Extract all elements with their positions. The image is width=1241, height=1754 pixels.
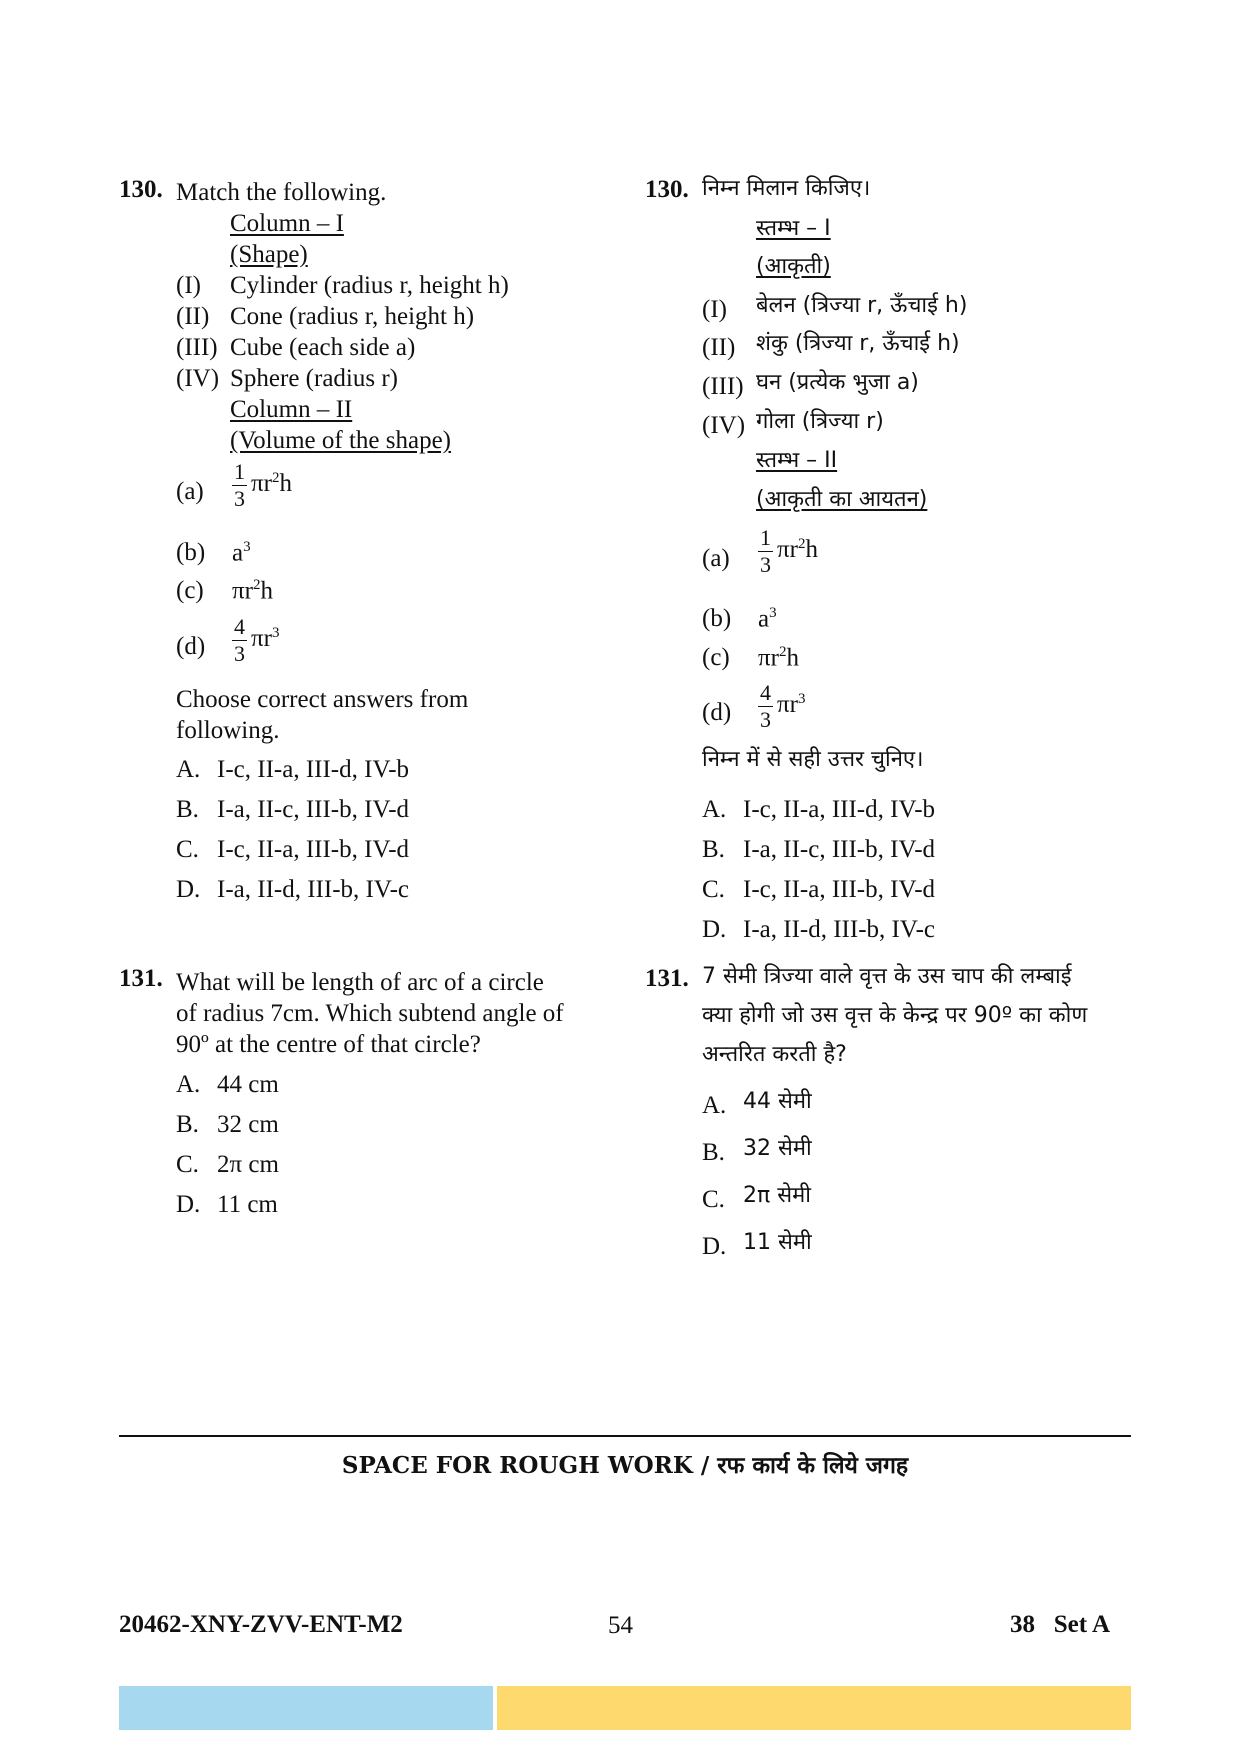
column-2-title: स्तम्भ – II (756, 448, 838, 473)
option-text: 44 cm (217, 1071, 279, 1098)
formula-label: (a) (176, 478, 204, 505)
option-letter: D. (176, 876, 201, 903)
item-roman: (IV) (702, 412, 746, 439)
option-letter: D. (176, 1191, 201, 1218)
question-number: 131. (645, 965, 689, 992)
option-text: I-c, II-a, III-b, IV-d (217, 836, 410, 863)
question-text: क्या होगी जो उस वृत्त के केन्द्र पर 90º का कोण (702, 1003, 1088, 1028)
option-letter: D. (702, 916, 727, 943)
option-text: I-a, II-d, III-b, IV-c (217, 876, 410, 903)
formula-label: (d) (176, 633, 206, 660)
formula-label: (d) (702, 699, 732, 726)
option-text: I-c, II-a, III-d, IV-b (217, 756, 410, 783)
choose-instruction: Choose correct answers from (176, 686, 469, 713)
question-number: 130. (645, 176, 689, 203)
option-text: 2π cm (217, 1151, 279, 1178)
column-2-subtitle: (Volume of the shape) (230, 427, 452, 454)
formula-a: $\frac{1}{3}$ $\pi r^2h$ (234, 459, 292, 511)
option-text: 44 सेमी (743, 1089, 812, 1114)
formula-label: (a) (702, 545, 730, 572)
item-text: Cylinder (radius r, height h) (230, 272, 509, 299)
option-text: I-a, II-c, III-b, IV-d (217, 796, 410, 823)
paper-code: 20462-XNY-ZVV-ENT-M2 (119, 1611, 403, 1638)
item-roman: (II) (176, 303, 210, 330)
item-text: Cube (each side a) (230, 334, 416, 361)
formula-c: $\pi r^2h$ (758, 644, 799, 672)
question-number: 130. (119, 176, 163, 203)
option-letter: A. (176, 756, 201, 783)
option-letter: B. (176, 1111, 199, 1138)
option-text: I-c, II-a, III-d, IV-b (743, 796, 936, 823)
choose-instruction: निम्न में से सही उत्तर चुनिए। (702, 747, 924, 772)
question-text: 90º at the centre of that circle? (176, 1031, 481, 1058)
formula-b: $a^3$ (232, 539, 251, 567)
formula-a: $\frac{1}{3}$ $\pi r^2h$ (760, 525, 818, 577)
formula-c: $\pi r^2h$ (232, 577, 273, 605)
question-text: अन्तरित करती है? (702, 1042, 847, 1067)
footer-bar-right (497, 1686, 1131, 1730)
question-number: 131. (119, 965, 163, 992)
page-number: 54 (608, 1612, 633, 1639)
option-letter: C. (176, 1151, 199, 1178)
option-letter: A. (702, 796, 727, 823)
option-letter: C. (176, 836, 199, 863)
item-roman: (I) (176, 272, 201, 299)
item-roman: (II) (702, 334, 736, 361)
formula-b: $a^3$ (758, 605, 777, 633)
formula-d: $\frac{4}{3}$ $\pi r^3$ (760, 680, 806, 732)
item-text: बेलन (त्रिज्या r, ऊँचाई h) (756, 293, 968, 318)
column-1-title: स्तम्भ – I (756, 216, 831, 241)
column-2-title: Column – II (230, 396, 353, 423)
formula-label: (c) (176, 577, 204, 604)
question-text: What will be length of arc of a circle (176, 969, 544, 996)
question-text: of radius 7cm. Which subtend angle of (176, 1000, 564, 1027)
question-text: 7 सेमी त्रिज्या वाले वृत्त के उस चाप की लम्बाई (702, 964, 1072, 989)
item-roman: (III) (702, 373, 744, 400)
item-text: घन (प्रत्येक भुजा a) (756, 370, 919, 395)
item-text: गोला (त्रिज्या r) (756, 409, 884, 434)
item-text: Cone (radius r, height h) (230, 303, 475, 330)
column-1-subtitle: (Shape) (230, 241, 308, 268)
question-prompt: निम्न मिलान किजिए। (702, 176, 871, 201)
column-1-subtitle: (आकृती) (756, 254, 831, 279)
option-text: 2π सेमी (743, 1183, 811, 1208)
item-text: शंकु (त्रिज्या r, ऊँचाई h) (756, 331, 960, 356)
formula-d: $\frac{4}{3}$ $\pi r^3$ (234, 614, 280, 666)
option-letter: C. (702, 876, 725, 903)
rough-work-label: SPACE FOR ROUGH WORK / रफ कार्य के लिये जगह (341, 1452, 909, 1479)
option-text: I-a, II-c, III-b, IV-d (743, 836, 936, 863)
rough-work-divider (119, 1435, 1131, 1437)
option-text: I-a, II-d, III-b, IV-c (743, 916, 936, 943)
formula-label: (b) (176, 539, 206, 566)
option-letter: B. (702, 1139, 725, 1166)
choose-instruction: following. (176, 717, 280, 744)
question-prompt: Match the following. (176, 179, 387, 206)
column-1-title: Column – I (230, 210, 344, 237)
option-letter: C. (702, 1186, 725, 1213)
item-roman: (III) (176, 334, 218, 361)
option-letter: A. (176, 1071, 201, 1098)
option-letter: B. (702, 836, 725, 863)
item-roman: (I) (702, 296, 727, 323)
set-label: 38 Set A (1010, 1611, 1110, 1638)
item-text: Sphere (radius r) (230, 365, 398, 392)
option-text: 11 cm (217, 1191, 278, 1218)
footer-bar-left (119, 1686, 493, 1730)
item-roman: (IV) (176, 365, 220, 392)
option-letter: B. (176, 796, 199, 823)
option-text: 32 सेमी (743, 1136, 812, 1161)
option-letter: D. (702, 1233, 727, 1260)
option-text: 11 सेमी (743, 1230, 812, 1255)
column-2-subtitle: (आकृती का आयतन) (756, 487, 928, 512)
formula-label: (b) (702, 605, 732, 632)
option-text: I-c, II-a, III-b, IV-d (743, 876, 936, 903)
formula-label: (c) (702, 644, 730, 671)
option-letter: A. (702, 1092, 727, 1119)
option-text: 32 cm (217, 1111, 279, 1138)
